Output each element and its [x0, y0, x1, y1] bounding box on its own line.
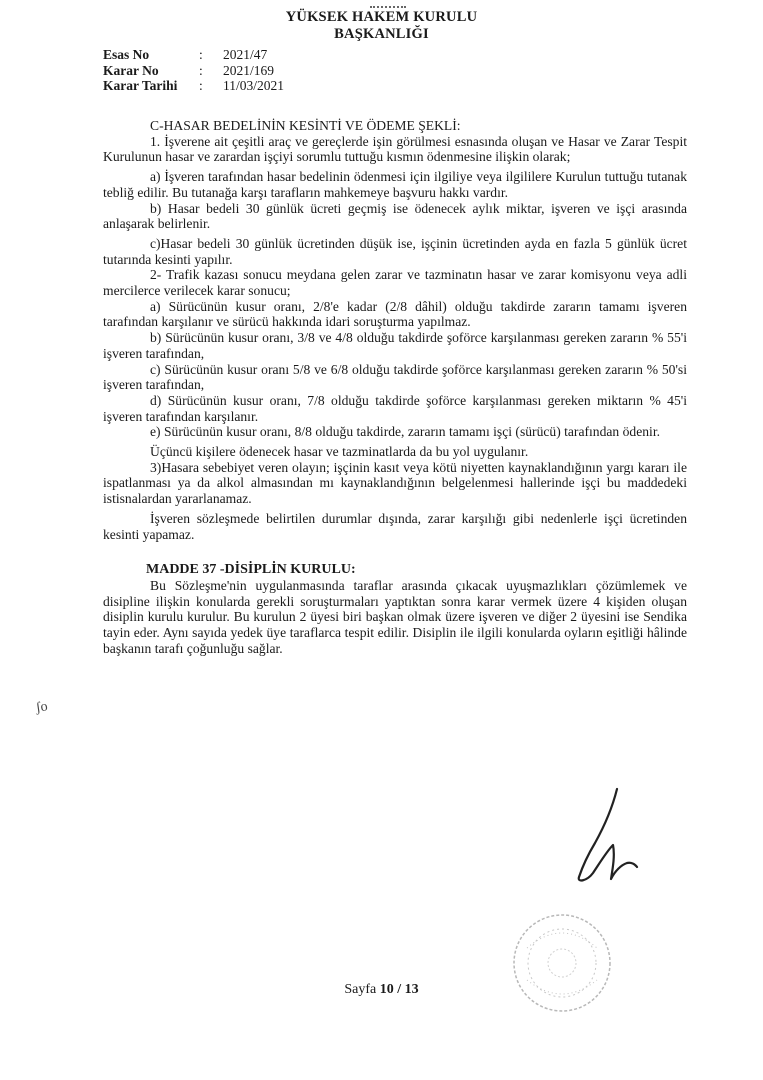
paragraph-1a: a) İşveren tarafından hasar bedelinin ödenmesi için ilgiliye veya ilgililere Kurulun tuttuğu tutanak tebliğ edilir. Bu tutanağa karşı tarafların mahkemeye başvuru hakkı vardır. [103, 169, 687, 200]
paragraph-1b: b) Hasar bedeli 30 günlük ücreti geçmiş ise ödenecek aylık miktar, işveren ve işçi arasında anlaşarak belirlenir. [103, 200, 687, 232]
meta-value: 2021/47 [223, 47, 268, 62]
official-stamp [507, 908, 617, 1018]
header-line-2: BAŞKANLIĞI [334, 26, 429, 42]
meta-colon: : [199, 47, 203, 62]
header-line-1: YÜKSEK HAKEM KURULU [285, 9, 478, 25]
cropped-header-mark [370, 0, 406, 8]
meta-value: 2021/169 [223, 62, 275, 78]
paragraph-2e: e) Sürücünün kusur oranı, 8/8 olduğu takdirde, zararın tamamı işçi (sürücü) tarafından ödenir. [150, 424, 660, 440]
paragraph-2c: c) Sürücünün kusur oranı 5/8 ve 6/8 olduğu takdirde şoförce karşılanması gereken zararın % 50'si işveren tarafından, [103, 361, 687, 393]
paragraph-3: 3)Hasara sebebiyet veren olayın; işçinin kasıt veya kötü niyetten kaynaklandığının yargı kararı ile ispatlanması ya da alkol almasından mı kaynaklandığının belgelenmesi hallerinde işçi bu maddedeki istisnalardan yararlanamaz. [103, 459, 687, 507]
section-c-title: C-HASAR BEDELİNİN KESİNTİ VE ÖDEME ŞEKLİ: [150, 118, 461, 133]
meta-key: Karar Tarihi [103, 78, 178, 93]
paragraph-2a: a) Sürücünün kusur oranı, 2/8'e kadar (2/8 dâhil) olduğu takdirde zararın tamamı işveren tarafından karşılanır ve sürücü hakkında idari soruşturma yapılmaz. [103, 298, 687, 330]
paragraph-1c: c)Hasar bedeli 30 günlük ücretinden düşük ise, işçinin ücretinden ayda en fazla 5 günlük ücret tutarında kesinti yapılır. [103, 235, 687, 267]
madde-37-title: MADDE 37 -DİSİPLİN KURULU: [146, 562, 356, 578]
paragraph-2: 2- Trafik kazası sonucu meydana gelen zarar ve tazminatın hasar ve zarar komisyonu veya adli mercilerce verilecek karar sonucu; [103, 267, 687, 299]
handwritten-signature [565, 785, 645, 895]
meta-row-esas [103, 47, 284, 63]
footer-prefix: Sayfa [344, 982, 380, 997]
meta-value: 11/03/2021 [223, 78, 285, 93]
paragraph-2d: d) Sürücünün kusur oranı, 7/8 olduğu takdirde şoförce karşılanması gereken miktarın % 45'i işveren tarafından karşılanır. [103, 392, 687, 424]
case-metadata [103, 47, 284, 94]
meta-row-tarih [103, 78, 284, 94]
paragraph-2b: b) Sürücünün kusur oranı, 3/8 ve 4/8 olduğu takdirde şoförce karşılanması gereken zararın % 55'i işveren tarafından, [103, 330, 687, 361]
meta-colon: : [199, 62, 203, 78]
paragraph-1: 1. İşverene ait çeşitli araç ve gereçlerde işin görülmesi esnasında oluşan ve Hasar ve Zarar Tespit Kurulunun hasar ve zarardan işçiyi sorumlu tuttuğu kısmın ödenmesine ilişkin olarak; [103, 133, 687, 165]
meta-key: Esas No [103, 47, 150, 62]
paragraph-2f: Üçüncü kişilere ödenecek hasar ve tazminatlarda da bu yol uygulanır. [150, 444, 529, 460]
document-header [0, 9, 763, 43]
paragraph-4: İşveren sözleşmede belirtilen durumlar dışında, zarar karşılığı gibi nedenlerle işçi ücretinden kesinti yapamaz. [103, 510, 687, 542]
meta-row-karar [103, 63, 284, 79]
document-body [103, 118, 687, 657]
page-footer [0, 982, 763, 998]
page-number: 10 / 13 [379, 982, 419, 997]
margin-initial: ʃo [34, 699, 49, 716]
meta-colon: : [199, 78, 203, 93]
madde-37-text: Bu Sözleşme'nin uygulanmasında taraflar arasında çıkacak uyuşmazlıkları çözümlemek ve disipline ilişkin konularda gerekli soruşturmaları yaptıktan sonra karar vermek üzere 4 kişiden oluşan disiplin kurulu kurulur. Bu kurulun 2 üyesi biri başkan olmak üzere işveren ve diğer 2 üyesini ise Sendika tayin eder. Aynı sayıda yedek üye taraflarca tespit edilir. Disiplin ile ilgili konularda oyların eşitliği hâlinde başkanın tarafı çoğunluğu sağlar. [103, 577, 687, 656]
meta-key: Karar No [103, 62, 159, 78]
